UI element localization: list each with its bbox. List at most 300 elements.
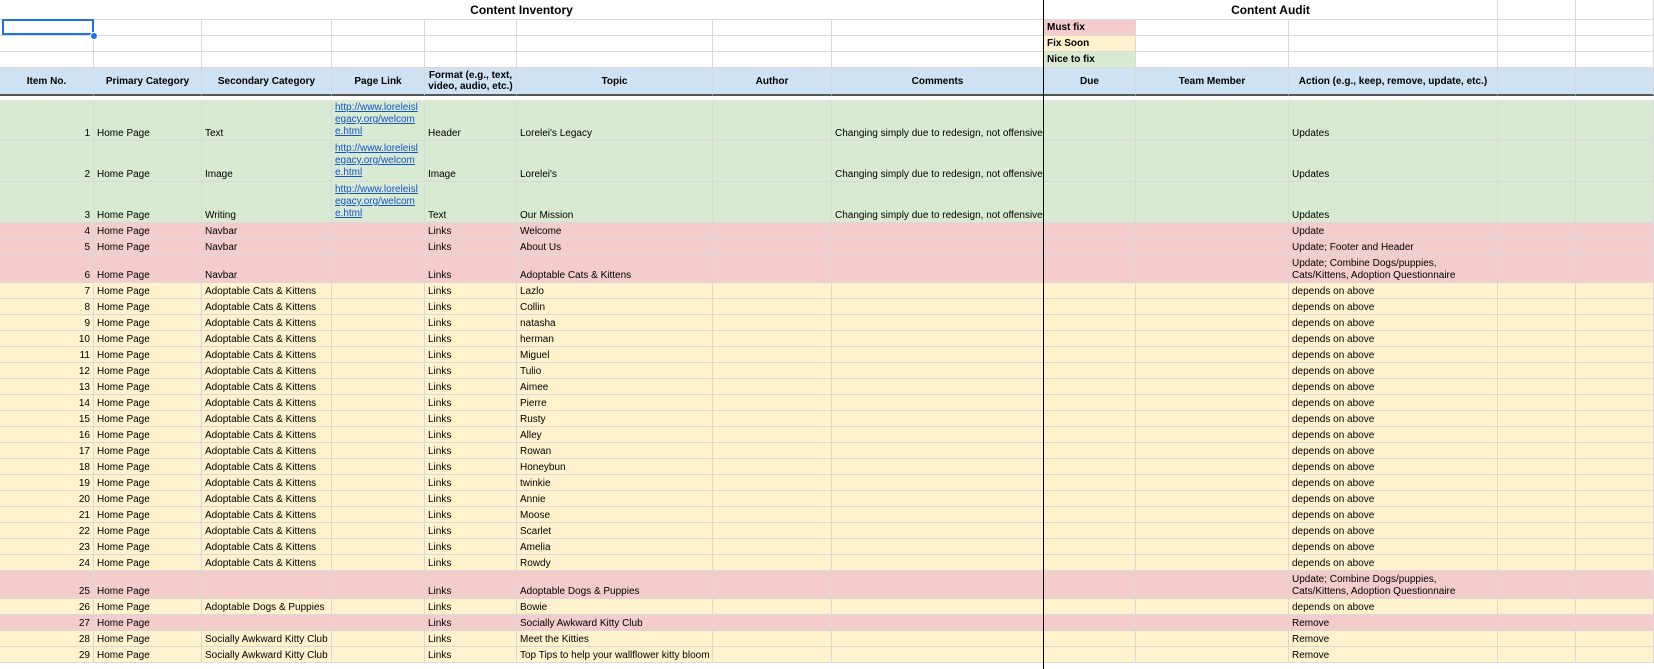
empty-cell[interactable]	[202, 20, 332, 36]
cell-action[interactable]: Update; Combine Dogs/puppies, Cats/Kittens, Adoption Questionnaire	[1289, 571, 1498, 599]
cell-x1[interactable]	[1498, 182, 1576, 223]
page-link[interactable]	[332, 239, 425, 255]
cell-comments[interactable]	[832, 443, 1044, 459]
cell-secondary[interactable]: Writing	[202, 182, 332, 223]
empty-cell[interactable]	[332, 36, 425, 52]
cell-format[interactable]: Links	[425, 315, 517, 331]
page-link[interactable]	[332, 223, 425, 239]
cell-x1[interactable]	[1498, 491, 1576, 507]
page-link[interactable]	[332, 491, 425, 507]
cell-action[interactable]: depends on above	[1289, 331, 1498, 347]
cell-format[interactable]: Links	[425, 379, 517, 395]
cell-action[interactable]: depends on above	[1289, 491, 1498, 507]
empty-cell[interactable]	[94, 36, 202, 52]
cell-topic[interactable]: Rowdy	[517, 555, 713, 571]
cell-x2[interactable]	[1576, 647, 1654, 663]
cell-no[interactable]: 14	[0, 395, 94, 411]
cell-secondary[interactable]: Adoptable Cats & Kittens	[202, 395, 332, 411]
page-link[interactable]	[332, 507, 425, 523]
cell-topic[interactable]: Top Tips to help your wallflower kitty bloom	[517, 647, 713, 663]
cell-format[interactable]: Links	[425, 475, 517, 491]
cell-x1[interactable]	[1498, 395, 1576, 411]
cell-format[interactable]: Image	[425, 141, 517, 182]
cell-x1[interactable]	[1498, 459, 1576, 475]
cell-x1[interactable]	[1498, 283, 1576, 299]
cell-topic[interactable]: Socially Awkward Kitty Club	[517, 615, 713, 631]
page-link[interactable]	[332, 395, 425, 411]
cell-secondary[interactable]: Adoptable Cats & Kittens	[202, 363, 332, 379]
cell-no[interactable]: 22	[0, 523, 94, 539]
empty-cell[interactable]	[1498, 36, 1576, 52]
cell-action[interactable]: depends on above	[1289, 443, 1498, 459]
cell-no[interactable]: 5	[0, 239, 94, 255]
cell-secondary[interactable]: Adoptable Cats & Kittens	[202, 299, 332, 315]
column-header[interactable]: Team Member	[1136, 68, 1289, 96]
cell-action[interactable]: Remove	[1289, 631, 1498, 647]
cell-due[interactable]	[1044, 443, 1136, 459]
cell-author[interactable]	[713, 395, 832, 411]
empty-cell[interactable]	[332, 52, 425, 68]
cell-secondary[interactable]: Socially Awkward Kitty Club	[202, 631, 332, 647]
cell-secondary[interactable]: Adoptable Cats & Kittens	[202, 491, 332, 507]
cell-due[interactable]	[1044, 379, 1136, 395]
cell-x2[interactable]	[1576, 459, 1654, 475]
cell-no[interactable]: 21	[0, 507, 94, 523]
cell-topic[interactable]: Pierre	[517, 395, 713, 411]
cell-team[interactable]	[1136, 427, 1289, 443]
page-link[interactable]	[332, 299, 425, 315]
cell-author[interactable]	[713, 443, 832, 459]
cell-action[interactable]: Remove	[1289, 615, 1498, 631]
empty-cell[interactable]	[94, 52, 202, 68]
cell-x2[interactable]	[1576, 395, 1654, 411]
cell-due[interactable]	[1044, 491, 1136, 507]
cell-action[interactable]: depends on above	[1289, 315, 1498, 331]
cell-topic[interactable]: Adoptable Dogs & Puppies	[517, 571, 713, 599]
cell-comments[interactable]	[832, 507, 1044, 523]
cell-secondary[interactable]: Adoptable Cats & Kittens	[202, 555, 332, 571]
cell-comments[interactable]	[832, 475, 1044, 491]
cell-action[interactable]: Remove	[1289, 647, 1498, 663]
empty-cell[interactable]	[1289, 36, 1498, 52]
page-link[interactable]	[332, 443, 425, 459]
cell-due[interactable]	[1044, 599, 1136, 615]
cell-topic[interactable]: Alley	[517, 427, 713, 443]
cell-topic[interactable]: Lorelei's Legacy	[517, 100, 713, 141]
cell-author[interactable]	[713, 223, 832, 239]
cell-primary[interactable]: Home Page	[94, 100, 202, 141]
cell-x2[interactable]	[1576, 255, 1654, 283]
cell-x2[interactable]	[1576, 555, 1654, 571]
cell-secondary[interactable]: Adoptable Cats & Kittens	[202, 283, 332, 299]
column-header[interactable]: Format (e.g., text, video, audio, etc.)	[425, 68, 517, 96]
cell-secondary[interactable]: Adoptable Cats & Kittens	[202, 427, 332, 443]
cell-author[interactable]	[713, 283, 832, 299]
cell-comments[interactable]	[832, 427, 1044, 443]
cell-x1[interactable]	[1498, 599, 1576, 615]
cell-team[interactable]	[1136, 411, 1289, 427]
cell-x1[interactable]	[1498, 379, 1576, 395]
cell-format[interactable]: Links	[425, 539, 517, 555]
cell-x2[interactable]	[1576, 363, 1654, 379]
cell-comments[interactable]	[832, 299, 1044, 315]
cell-no[interactable]: 12	[0, 363, 94, 379]
empty-cell[interactable]	[1576, 20, 1654, 36]
cell-x1[interactable]	[1498, 239, 1576, 255]
cell-x1[interactable]	[1498, 141, 1576, 182]
empty-cell[interactable]	[1498, 20, 1576, 36]
cell-due[interactable]	[1044, 299, 1136, 315]
cell-author[interactable]	[713, 555, 832, 571]
cell-comments[interactable]	[832, 363, 1044, 379]
cell-format[interactable]: Links	[425, 363, 517, 379]
cell-action[interactable]: depends on above	[1289, 411, 1498, 427]
cell-no[interactable]: 23	[0, 539, 94, 555]
cell-format[interactable]: Links	[425, 631, 517, 647]
cell-no[interactable]: 16	[0, 427, 94, 443]
page-link[interactable]: http://www.loreleislegacy.org/welcome.html	[332, 182, 425, 223]
cell-author[interactable]	[713, 459, 832, 475]
empty-cell[interactable]	[1136, 36, 1289, 52]
cell-topic[interactable]: Lazlo	[517, 283, 713, 299]
cell-secondary[interactable]: Image	[202, 141, 332, 182]
cell-author[interactable]	[713, 363, 832, 379]
cell-format[interactable]: Links	[425, 255, 517, 283]
cell-team[interactable]	[1136, 223, 1289, 239]
cell-team[interactable]	[1136, 443, 1289, 459]
cell-team[interactable]	[1136, 631, 1289, 647]
cell-format[interactable]: Links	[425, 443, 517, 459]
empty-cell[interactable]	[832, 20, 1044, 36]
cell-comments[interactable]	[832, 331, 1044, 347]
column-header[interactable]: Item No.	[0, 68, 94, 96]
cell-x2[interactable]	[1576, 411, 1654, 427]
cell-author[interactable]	[713, 615, 832, 631]
cell-author[interactable]	[713, 599, 832, 615]
cell-topic[interactable]: Collin	[517, 299, 713, 315]
cell-author[interactable]	[713, 379, 832, 395]
cell-x1[interactable]	[1498, 615, 1576, 631]
empty-cell[interactable]	[713, 36, 832, 52]
empty-cell[interactable]	[713, 52, 832, 68]
cell-due[interactable]	[1044, 255, 1136, 283]
cell-no[interactable]: 17	[0, 443, 94, 459]
cell-secondary[interactable]: Adoptable Cats & Kittens	[202, 331, 332, 347]
cell-x1[interactable]	[1498, 299, 1576, 315]
cell-primary[interactable]: Home Page	[94, 459, 202, 475]
cell-author[interactable]	[713, 631, 832, 647]
cell-format[interactable]: Links	[425, 283, 517, 299]
cell-format[interactable]: Links	[425, 507, 517, 523]
cell-team[interactable]	[1136, 523, 1289, 539]
empty-cell[interactable]	[1289, 52, 1498, 68]
cell-primary[interactable]: Home Page	[94, 411, 202, 427]
cell-due[interactable]	[1044, 475, 1136, 491]
cell-format[interactable]: Links	[425, 331, 517, 347]
column-header[interactable]: Comments	[832, 68, 1044, 96]
cell-due[interactable]	[1044, 223, 1136, 239]
cell-primary[interactable]: Home Page	[94, 599, 202, 615]
cell-primary[interactable]: Home Page	[94, 141, 202, 182]
empty-cell[interactable]	[425, 52, 517, 68]
cell-due[interactable]	[1044, 141, 1136, 182]
cell-primary[interactable]: Home Page	[94, 315, 202, 331]
column-header[interactable]	[1576, 68, 1654, 96]
cell-topic[interactable]: About Us	[517, 239, 713, 255]
cell-no[interactable]: 2	[0, 141, 94, 182]
cell-due[interactable]	[1044, 395, 1136, 411]
cell-comments[interactable]	[832, 539, 1044, 555]
page-link[interactable]	[332, 555, 425, 571]
cell-x2[interactable]	[1576, 223, 1654, 239]
cell-team[interactable]	[1136, 347, 1289, 363]
cell-secondary[interactable]: Navbar	[202, 239, 332, 255]
empty-cell[interactable]	[517, 36, 713, 52]
cell-format[interactable]: Links	[425, 615, 517, 631]
cell-author[interactable]	[713, 647, 832, 663]
empty-cell[interactable]	[1576, 52, 1654, 68]
cell-team[interactable]	[1136, 239, 1289, 255]
cell-team[interactable]	[1136, 571, 1289, 599]
page-link[interactable]: http://www.loreleislegacy.org/welcome.html	[332, 141, 425, 182]
cell-primary[interactable]: Home Page	[94, 571, 202, 599]
cell-team[interactable]	[1136, 539, 1289, 555]
cell-due[interactable]	[1044, 571, 1136, 599]
cell-due[interactable]	[1044, 523, 1136, 539]
cell-primary[interactable]: Home Page	[94, 615, 202, 631]
cell-secondary[interactable]: Adoptable Cats & Kittens	[202, 459, 332, 475]
cell-secondary[interactable]: Adoptable Cats & Kittens	[202, 475, 332, 491]
cell-comments[interactable]	[832, 395, 1044, 411]
empty-cell[interactable]	[1498, 0, 1576, 20]
cell-format[interactable]: Links	[425, 347, 517, 363]
page-link[interactable]	[332, 599, 425, 615]
cell-primary[interactable]: Home Page	[94, 255, 202, 283]
cell-action[interactable]: Update; Combine Dogs/puppies, Cats/Kittens, Adoption Questionnaire	[1289, 255, 1498, 283]
cell-author[interactable]	[713, 347, 832, 363]
cell-author[interactable]	[713, 141, 832, 182]
page-link[interactable]	[332, 475, 425, 491]
cell-team[interactable]	[1136, 363, 1289, 379]
cell-topic[interactable]: Rowan	[517, 443, 713, 459]
cell-topic[interactable]: Aimee	[517, 379, 713, 395]
cell-topic[interactable]: Rusty	[517, 411, 713, 427]
cell-action[interactable]: depends on above	[1289, 379, 1498, 395]
cell-due[interactable]	[1044, 182, 1136, 223]
cell-no[interactable]: 10	[0, 331, 94, 347]
cell-team[interactable]	[1136, 507, 1289, 523]
cell-x2[interactable]	[1576, 427, 1654, 443]
page-link[interactable]	[332, 631, 425, 647]
column-header[interactable]	[1498, 68, 1576, 96]
cell-team[interactable]	[1136, 459, 1289, 475]
cell-primary[interactable]: Home Page	[94, 443, 202, 459]
empty-cell[interactable]	[1498, 52, 1576, 68]
cell-due[interactable]	[1044, 411, 1136, 427]
cell-action[interactable]: depends on above	[1289, 507, 1498, 523]
empty-cell[interactable]	[202, 52, 332, 68]
cell-format[interactable]: Text	[425, 182, 517, 223]
cell-x2[interactable]	[1576, 283, 1654, 299]
cell-x2[interactable]	[1576, 507, 1654, 523]
cell-x2[interactable]	[1576, 299, 1654, 315]
cell-primary[interactable]: Home Page	[94, 491, 202, 507]
column-header[interactable]: Secondary Category	[202, 68, 332, 96]
cell-author[interactable]	[713, 255, 832, 283]
cell-secondary[interactable]: Navbar	[202, 223, 332, 239]
empty-cell[interactable]	[1576, 36, 1654, 52]
cell-due[interactable]	[1044, 459, 1136, 475]
empty-cell[interactable]	[517, 20, 713, 36]
cell-format[interactable]: Links	[425, 427, 517, 443]
cell-primary[interactable]: Home Page	[94, 475, 202, 491]
cell-due[interactable]	[1044, 315, 1136, 331]
cell-no[interactable]: 18	[0, 459, 94, 475]
cell-no[interactable]: 9	[0, 315, 94, 331]
cell-secondary[interactable]: Adoptable Cats & Kittens	[202, 523, 332, 539]
cell-team[interactable]	[1136, 141, 1289, 182]
cell-primary[interactable]: Home Page	[94, 223, 202, 239]
cell-no[interactable]: 3	[0, 182, 94, 223]
cell-action[interactable]: depends on above	[1289, 347, 1498, 363]
cell-x2[interactable]	[1576, 182, 1654, 223]
page-link[interactable]	[332, 283, 425, 299]
cell-no[interactable]: 1	[0, 100, 94, 141]
cell-due[interactable]	[1044, 631, 1136, 647]
cell-action[interactable]: Updates	[1289, 182, 1498, 223]
cell-primary[interactable]: Home Page	[94, 427, 202, 443]
empty-cell[interactable]	[425, 36, 517, 52]
cell-due[interactable]	[1044, 331, 1136, 347]
empty-cell[interactable]	[713, 20, 832, 36]
cell-due[interactable]	[1044, 539, 1136, 555]
column-header[interactable]: Due	[1044, 68, 1136, 96]
column-header[interactable]: Primary Category	[94, 68, 202, 96]
page-link[interactable]	[332, 363, 425, 379]
page-link[interactable]	[332, 315, 425, 331]
cell-x2[interactable]	[1576, 141, 1654, 182]
cell-topic[interactable]: Lorelei's	[517, 141, 713, 182]
cell-author[interactable]	[713, 182, 832, 223]
cell-topic[interactable]: Tulio	[517, 363, 713, 379]
page-link[interactable]	[332, 539, 425, 555]
cell-x1[interactable]	[1498, 631, 1576, 647]
cell-secondary[interactable]: Adoptable Cats & Kittens	[202, 347, 332, 363]
cell-no[interactable]: 8	[0, 299, 94, 315]
cell-no[interactable]: 28	[0, 631, 94, 647]
cell-x1[interactable]	[1498, 475, 1576, 491]
cell-team[interactable]	[1136, 395, 1289, 411]
cell-action[interactable]: Updates	[1289, 141, 1498, 182]
cell-author[interactable]	[713, 491, 832, 507]
cell-topic[interactable]: Welcome	[517, 223, 713, 239]
cell-action[interactable]: depends on above	[1289, 395, 1498, 411]
cell-author[interactable]	[713, 299, 832, 315]
empty-cell[interactable]	[1136, 52, 1289, 68]
cell-format[interactable]: Links	[425, 299, 517, 315]
page-link[interactable]	[332, 615, 425, 631]
empty-cell[interactable]	[832, 36, 1044, 52]
cell-due[interactable]	[1044, 239, 1136, 255]
cell-author[interactable]	[713, 315, 832, 331]
cell-x2[interactable]	[1576, 315, 1654, 331]
fill-handle[interactable]	[90, 32, 98, 40]
page-link[interactable]	[332, 571, 425, 599]
cell-comments[interactable]: Changing simply due to redesign, not offensive	[832, 182, 1044, 223]
cell-action[interactable]: depends on above	[1289, 299, 1498, 315]
cell-team[interactable]	[1136, 255, 1289, 283]
cell-topic[interactable]: Annie	[517, 491, 713, 507]
cell-team[interactable]	[1136, 315, 1289, 331]
cell-author[interactable]	[713, 523, 832, 539]
cell-comments[interactable]	[832, 555, 1044, 571]
cell-format[interactable]: Header	[425, 100, 517, 141]
cell-topic[interactable]: Our Mission	[517, 182, 713, 223]
cell-x1[interactable]	[1498, 100, 1576, 141]
cell-topic[interactable]: Miguel	[517, 347, 713, 363]
cell-team[interactable]	[1136, 555, 1289, 571]
cell-comments[interactable]	[832, 379, 1044, 395]
cell-no[interactable]: 29	[0, 647, 94, 663]
cell-format[interactable]: Links	[425, 239, 517, 255]
empty-cell[interactable]	[517, 52, 713, 68]
cell-due[interactable]	[1044, 100, 1136, 141]
cell-no[interactable]: 4	[0, 223, 94, 239]
cell-action[interactable]: depends on above	[1289, 283, 1498, 299]
cell-no[interactable]: 27	[0, 615, 94, 631]
cell-primary[interactable]: Home Page	[94, 539, 202, 555]
active-cell-selection[interactable]	[2, 19, 94, 35]
page-link[interactable]	[332, 411, 425, 427]
cell-x1[interactable]	[1498, 411, 1576, 427]
cell-team[interactable]	[1136, 615, 1289, 631]
cell-primary[interactable]: Home Page	[94, 647, 202, 663]
cell-comments[interactable]	[832, 255, 1044, 283]
cell-team[interactable]	[1136, 379, 1289, 395]
cell-secondary[interactable]: Adoptable Cats & Kittens	[202, 411, 332, 427]
cell-x1[interactable]	[1498, 347, 1576, 363]
cell-secondary[interactable]	[202, 571, 332, 599]
cell-team[interactable]	[1136, 100, 1289, 141]
cell-x2[interactable]	[1576, 379, 1654, 395]
cell-team[interactable]	[1136, 599, 1289, 615]
column-header[interactable]: Topic	[517, 68, 713, 96]
cell-author[interactable]	[713, 331, 832, 347]
cell-action[interactable]: Update; Footer and Header	[1289, 239, 1498, 255]
cell-no[interactable]: 15	[0, 411, 94, 427]
cell-x1[interactable]	[1498, 363, 1576, 379]
page-link[interactable]	[332, 255, 425, 283]
cell-x2[interactable]	[1576, 491, 1654, 507]
cell-topic[interactable]: Amelia	[517, 539, 713, 555]
cell-due[interactable]	[1044, 555, 1136, 571]
cell-action[interactable]: depends on above	[1289, 427, 1498, 443]
cell-secondary[interactable]: Text	[202, 100, 332, 141]
cell-x2[interactable]	[1576, 571, 1654, 599]
cell-x1[interactable]	[1498, 523, 1576, 539]
cell-due[interactable]	[1044, 283, 1136, 299]
cell-primary[interactable]: Home Page	[94, 631, 202, 647]
column-header[interactable]: Author	[713, 68, 832, 96]
cell-comments[interactable]	[832, 239, 1044, 255]
cell-author[interactable]	[713, 539, 832, 555]
cell-comments[interactable]	[832, 523, 1044, 539]
cell-author[interactable]	[713, 571, 832, 599]
cell-topic[interactable]: Scarlet	[517, 523, 713, 539]
cell-comments[interactable]	[832, 315, 1044, 331]
cell-no[interactable]: 6	[0, 255, 94, 283]
cell-action[interactable]: depends on above	[1289, 475, 1498, 491]
